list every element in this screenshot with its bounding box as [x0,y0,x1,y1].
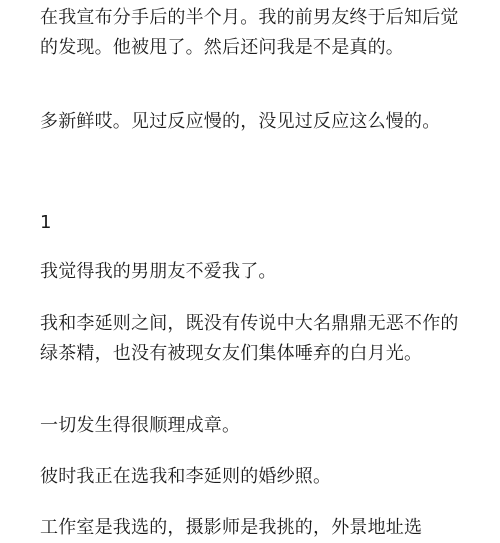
paragraph: 多新鲜哎。见过反应慢的，没见过反应这么慢的。 [40,111,441,132]
paragraph: 在我宣布分手后的半个月。我的前男友终于后知后觉的发现。他被甩了。然后还问我是不是真的。 [40,7,459,58]
paragraph: 我和李延则之间，既没有传说中大名鼎鼎无恶不作的绿茶精，也没有被现女友们集体唾弃的白月光。 [40,313,459,364]
paragraph: 彼时我正在选我和李延则的婚纱照。 [40,466,332,487]
section-number: 1 [40,212,52,233]
paragraph: 工作室是我选的，摄影师是我挑的，外景地址选 [40,517,423,538]
paragraph: 我觉得我的男朋友不爱我了。 [40,261,277,282]
paragraph: 一切发生得很顺理成章。 [40,415,241,436]
